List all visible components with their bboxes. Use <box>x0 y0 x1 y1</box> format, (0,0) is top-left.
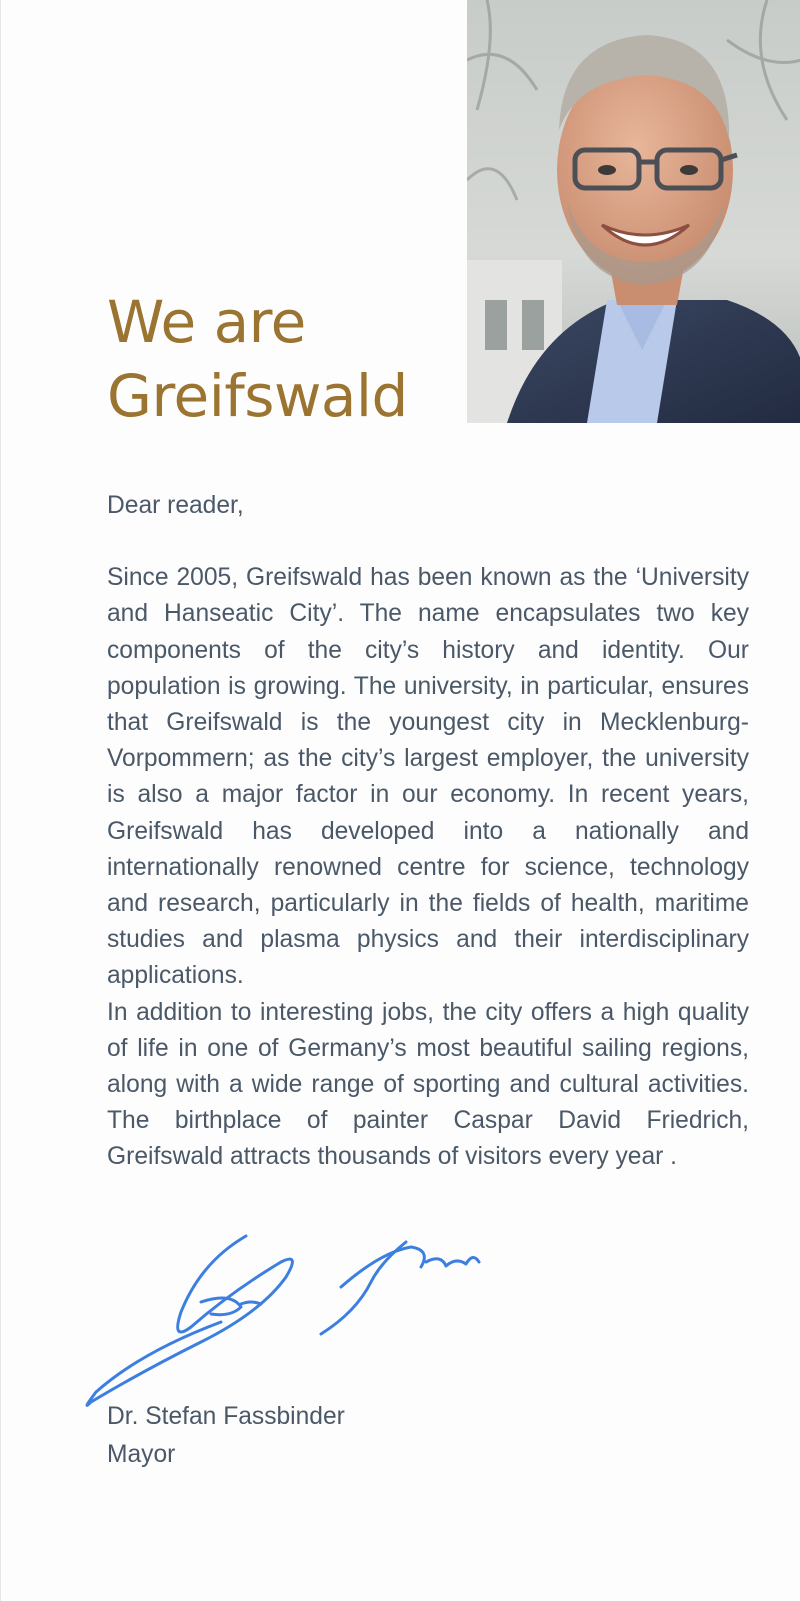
letter-paragraph-2: In addition to interesting jobs, the city offers a high quality of life in one of Germany’s most beautiful sailing regions, along with a wide range of sporting and cultural activities. The birthplace of painter Caspar David Friedrich, Greifswald attracts thousands of visitors every year . <box>107 998 749 1171</box>
signer-role: Mayor <box>107 1441 176 1468</box>
salutation: Dear reader, <box>107 492 244 519</box>
handwritten-signature <box>81 1232 501 1412</box>
letter-body <box>107 488 749 1176</box>
signer-block <box>107 1398 345 1474</box>
page-title <box>107 285 408 433</box>
signer-name: Dr. Stefan Fassbinder <box>107 1403 345 1430</box>
page-title-line-1: We are <box>107 288 306 356</box>
page-title-line-2: Greifswald <box>107 362 408 430</box>
letter-paragraph-1: Since 2005, Greifswald has been known as the ‘University and Hanseatic City’. The name encapsulates two key components of the city’s history and identity. Our population is growing. The university, in particular, ensures that Greifswald is the youngest city in Mecklenburg-Vorpommern; as the city’s largest employer, the university is also a major factor in our economy. In recent years, Greifswald has developed into a nationally and internationally renowned centre for science, technology and research, particularly in the fields of health, maritime studies and plasma physics and their interdisciplinary applications. <box>107 564 749 990</box>
mayor-portrait-photo <box>467 0 800 423</box>
